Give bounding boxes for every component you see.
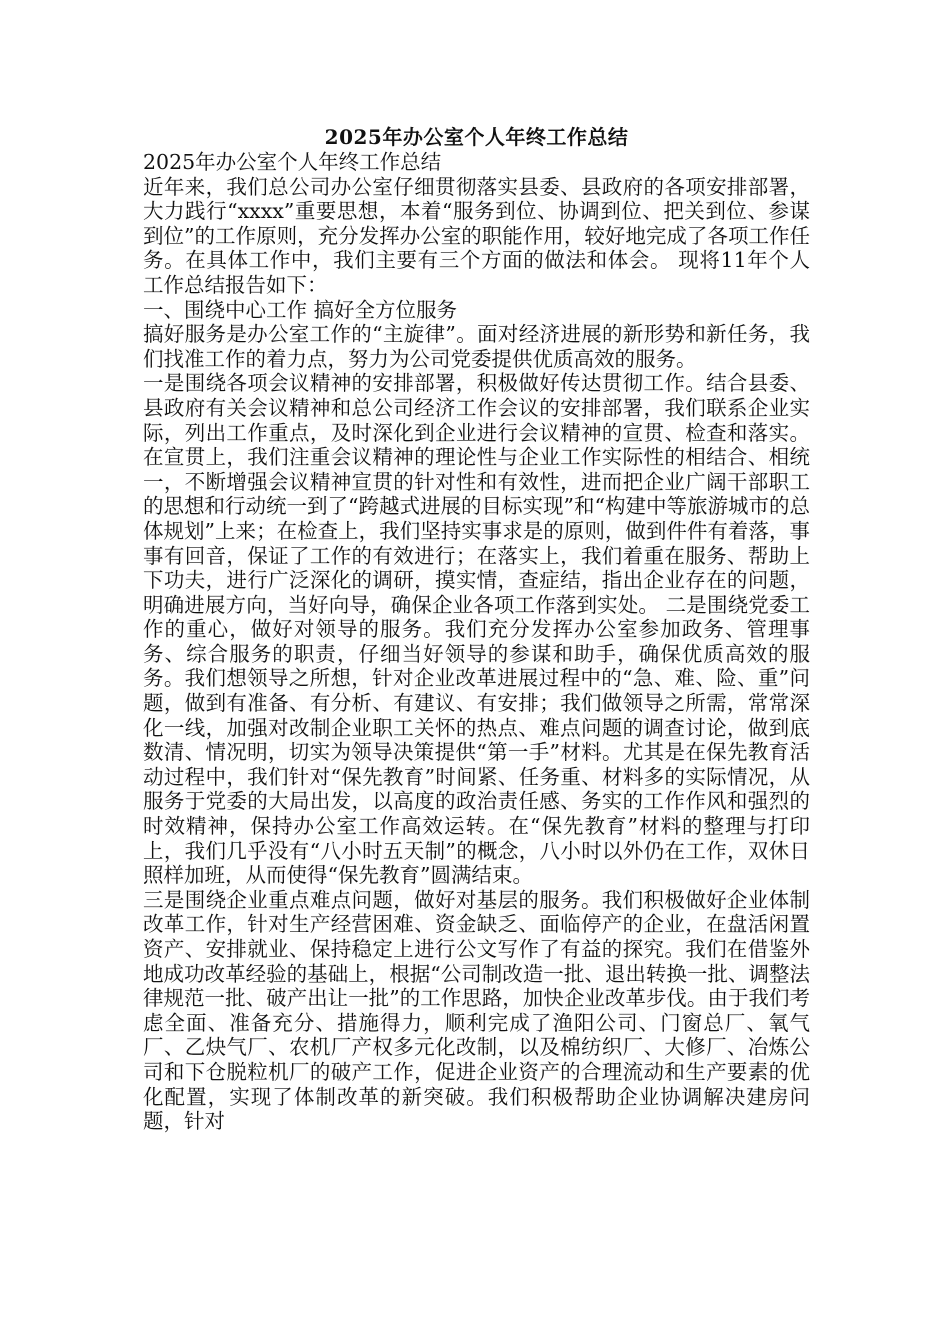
document-title: 2025年办公室个人年终工作总结 [324, 125, 629, 149]
intro-paragraph: 近年来，我们总公司办公室仔细贯彻落实县委、县政府的各项安排部署，大力践行“xxxx”重要思想，本着“服务到位、协调到位、把关到位、参谋到位”的工作原则，充分发挥办公室的职能作用，较好地完成了各项工作任务。在具体工作中，我们主要有三个方面的做法和体会。 现将11年个人工作总结报告如下： [143, 174, 810, 297]
document-page [143, 124, 810, 1134]
body-paragraph: 一是围绕各项会议精神的安排部署，积极做好传达贯彻工作。结合县委、县政府有关会议精神和总公司经济工作会议的安排部署，我们联系企业实际，列出工作重点，及时深化到企业进行会议精神的宣贯、检查和落实。在宣贯上，我们注重会议精神的理论性与企业工作实际性的相结合、相统一，不断增强会议精神宣贯的针对性和有效性，进而把企业广阔干部职工的思想和行动统一到了“跨越式进展的目标实现”和“构建中等旅游城市的总体规划”上来；在检查上，我们坚持实事求是的原则，做到件件有着落，事事有回音，保证了工作的有效进行；在落实上，我们着重在服务、帮助上下功夫，进行广泛深化的调研，摸实情，查症结，指出企业存在的问题，明确进展方向，当好向导，确保企业各项工作落到实处。 二是围绕党委工作的重心，做好对领导的服务。我们充分发挥办公室参加政务、管理事务、综合服务的职责，仔细当好领导的参谋和助手，确保优质高效的服务。我们想领导之所想，针对企业改革进展过程中的“急、难、险、重”问题，做到有准备、有分析、有建议、有安排；我们做领导之所需，常常深化一线，加强对改制企业职工关怀的热点、难点问题的调查讨论，做到底数清、情况明，切实为领导决策提供“第一手”材料。尤其是在保先教育活动过程中，我们针对“保先教育”时间紧、任务重、材料多的实际情况，从服务于党委的大局出发，以高度的政治责任感、务实的工作作风和强烈的时效精神，保持办公室工作高效运转。在“保先教育”材料的整理与打印上，我们几乎没有“八小时五天制”的概念，八小时以外仍在工作，双休日照样加班，从而使得“保先教育”圆满结束。 [143, 371, 810, 888]
subtitle-paragraph: 2025年办公室个人年终工作总结 [143, 150, 442, 174]
section-heading: 一、围绕中心工作 搞好全方位服务 [143, 297, 458, 322]
body-paragraph: 三是围绕企业重点难点问题，做好对基层的服务。我们积极做好企业体制改革工作，针对生产经营困难、资金缺乏、面临停产的企业，在盘活闲置资产、安排就业、保持稳定上进行公文写作了有益的探究。我们在借鉴外地成功改革经验的基础上，根据“公司制改造一批、退出转换一批、调整法律规范一批、破产出让一批”的工作思路，加快企业改革步伐。由于我们考虑全面、准备充分、措施得力，顺利完成了渔阳公司、门窗总厂、氧气厂、乙炔气厂、农机厂产权多元化改制，以及棉纺织厂、大修厂、冶炼公司和下仓脱粒机厂的破产工作，促进企业资产的合理流动和生产要素的优化配置，实现了体制改革的新突破。我们积极帮助企业协调解决建房问题，针对 [143, 887, 810, 1134]
body-paragraph: 搞好服务是办公室工作的“主旋律”。面对经济进展的新形势和新任务，我们找准工作的着力点，努力为公司党委提供优质高效的服务。 [143, 322, 810, 371]
